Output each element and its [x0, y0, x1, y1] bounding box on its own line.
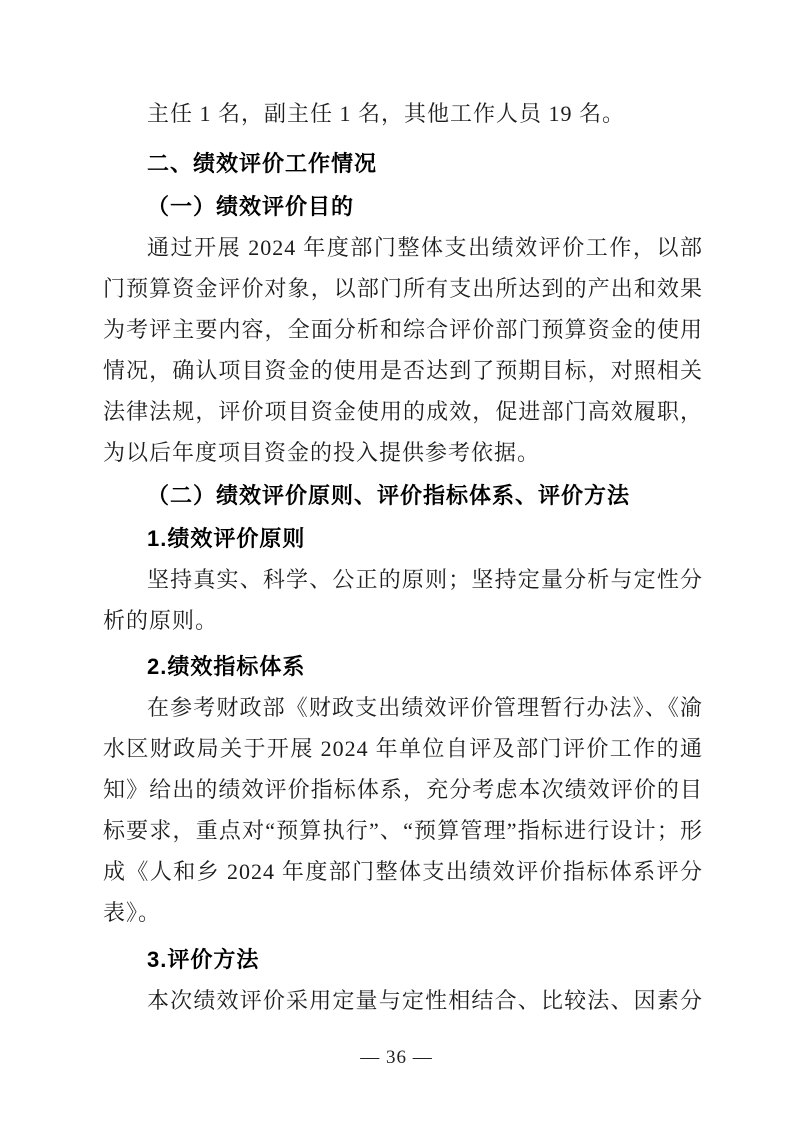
page-number: — 36 — — [360, 1047, 433, 1068]
paragraph-evaluation-principles: 坚持真实、科学、公正的原则；坚持定量分析与定性分析的原则。 — [103, 567, 703, 633]
subsection-heading-2-1: （一）绩效评价目的 — [147, 194, 355, 219]
subsection-heading-2-2: （二）绩效评价原则、评价指标体系、评价方法 — [147, 483, 631, 508]
numbered-heading-1: 1.绩效评价原则 — [147, 526, 306, 551]
paragraph-indicator-system: 在参考财政部《财政支出绩效评价管理暂行办法》、《渝水区财政局关于开展 2024 年单位自评及部门评价工作的通知》给出的绩效评价指标体系，充分考虑本次绩效评价的目标要求，重点对“预算执行”、“预算管理”指标进行设计；形成《人和乡 2024 年度部门整体支出绩效评价指标体系评分表》。 — [103, 695, 703, 925]
section-heading-2: 二、绩效评价工作情况 — [147, 151, 378, 176]
document-body — [103, 93, 703, 1021]
paragraph-evaluation-purpose: 通过开展 2024 年度部门整体支出绩效评价工作，以部门预算资金评价对象，以部门所有支出所达到的产出和效果为考评主要内容，全面分析和综合评价部门预算资金的使用情况，确认项目资金的使用是否达到了预期目标，对照相关法律法规，评价项目资金使用的成效，促进部门高效履职，为以后年度项目资金的投入提供参考依据。 — [103, 235, 703, 465]
paragraph-staffing: 主任 1 名，副主任 1 名，其他工作人员 19 名。 — [147, 101, 626, 126]
numbered-heading-2: 2.绩效指标体系 — [147, 654, 306, 679]
numbered-heading-3: 3.评价方法 — [147, 947, 260, 972]
paragraph-evaluation-method: 本次绩效评价采用定量与定性相结合、比较法、因素分 — [147, 988, 703, 1013]
